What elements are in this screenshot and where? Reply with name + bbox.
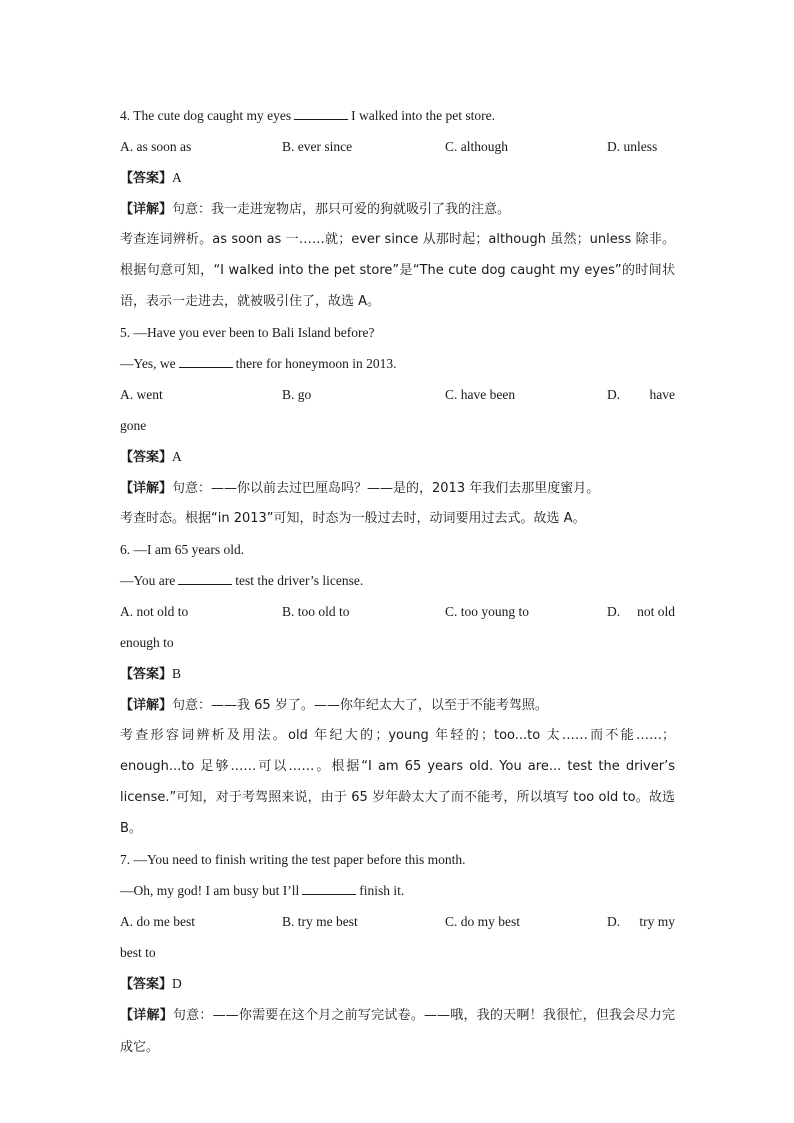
question-7-detail	[120, 999, 675, 1063]
answer-tag: 【答案】	[120, 450, 173, 465]
detail-tag: 【详解】	[120, 202, 173, 217]
question-4-options	[120, 131, 675, 162]
option-a: A. do me best	[120, 914, 195, 929]
option-d-letter: D.	[607, 604, 621, 619]
question-7-answer	[120, 968, 675, 999]
option-c: C. do my best	[445, 914, 521, 929]
question-6-line-2-start: —You are	[120, 573, 176, 588]
detail-tag: 【详解】	[120, 698, 173, 713]
answer-tag: 【答案】	[120, 171, 173, 186]
option-d	[607, 906, 675, 937]
option-b: B. go	[282, 387, 312, 402]
option-d	[607, 596, 675, 627]
option-d-letter: D.	[607, 387, 621, 402]
question-6-line-1: 6. —I am 65 years old.	[120, 542, 245, 557]
option-a: A. not old to	[120, 604, 189, 619]
question-6-explanation: 考查形容词辨析及用法。old 年纪大的；young 年轻的；too...to 太……而不能……；enough...to 足够……可以……。根据“I am 65 years old. You are... test the driver’s license.”可知，对于考驾照来说，由于 65 岁年龄太大了而不能考，所以填写 too old to。故选 B。	[120, 728, 675, 836]
answer-blank	[294, 107, 348, 120]
question-5-line-1: 5. —Have you ever been to Bali Island before?	[120, 325, 375, 340]
option-d-text: try my	[639, 914, 675, 929]
question-5-line-2-end: there for honeymoon in 2013.	[235, 356, 397, 371]
detail-translation: 句意：我一走进宠物店，那只可爱的狗就吸引了我的注意。	[172, 202, 511, 217]
question-4-explanation: 考查连词辨析。as soon as 一……就；ever since 从那时起；although 虽然；unless 除非。根据句意可知，“I walked into the pet store”是“The cute dog caught my eyes”的时间状语，表示一走进去，就被吸引住了，故选 A。	[120, 232, 675, 309]
option-d-text: not old	[637, 604, 675, 619]
question-7-line-1: 7. —You need to finish writing the test paper before this month.	[120, 852, 466, 867]
question-4-answer	[120, 162, 675, 193]
question-5-answer	[120, 441, 675, 472]
detail-tag: 【详解】	[120, 481, 173, 496]
question-4-stem-start: 4. The cute dog caught my eyes	[120, 108, 292, 123]
question-4-stem	[120, 100, 675, 131]
question-7-line-2-end: finish it.	[359, 883, 405, 898]
option-d-text: have	[649, 387, 675, 402]
question-6-line-2	[120, 565, 675, 596]
question-5-explanation: 考查时态。根据“in 2013”可知，时态为一般过去时，动词要用过去式。故选 A。	[120, 511, 586, 526]
answer-blank	[179, 355, 233, 368]
question-6-answer	[120, 658, 675, 689]
option-c: C. too young to	[445, 604, 530, 619]
detail-translation: 句意：——我 65 岁了。——你年纪太大了，以至于不能考驾照。	[172, 698, 548, 713]
option-d-continuation: enough to	[120, 635, 174, 650]
question-5-detail	[120, 472, 675, 503]
answer-value: B	[172, 666, 182, 681]
answer-value: D	[172, 976, 182, 991]
option-a: A. as soon as	[120, 139, 192, 154]
option-d-continuation: gone	[120, 418, 147, 433]
detail-translation: 句意：——你需要在这个月之前写完试卷。——哦，我的天啊！我很忙，但我会尽力完成它。	[120, 1008, 675, 1055]
detail-tag: 【详解】	[120, 1008, 173, 1023]
question-7-line-2	[120, 875, 675, 906]
question-5-options	[120, 379, 675, 410]
option-a: A. went	[120, 387, 163, 402]
option-b: B. try me best	[282, 914, 358, 929]
option-c: C. although	[445, 139, 508, 154]
answer-value: A	[172, 170, 182, 185]
option-b: B. too old to	[282, 604, 350, 619]
answer-tag: 【答案】	[120, 667, 173, 682]
question-4-detail	[120, 193, 675, 224]
question-5-line-2-start: —Yes, we	[120, 356, 176, 371]
option-d: D. unless	[607, 139, 658, 154]
question-6-line-2-end: test the driver’s license.	[235, 573, 364, 588]
question-6-detail	[120, 689, 675, 720]
detail-translation: 句意：——你以前去过巴厘岛吗？——是的，2013 年我们去那里度蜜月。	[172, 481, 600, 496]
answer-blank	[178, 572, 232, 585]
answer-tag: 【答案】	[120, 977, 173, 992]
question-4-stem-end: I walked into the pet store.	[351, 108, 496, 123]
answer-value: A	[172, 449, 182, 464]
question-5-line-2	[120, 348, 675, 379]
answer-blank	[302, 882, 356, 895]
option-d	[607, 379, 675, 410]
option-d-continuation: best to	[120, 945, 156, 960]
option-c: C. have been	[445, 387, 516, 402]
option-d-letter: D.	[607, 914, 621, 929]
document-content	[120, 100, 675, 1063]
option-b: B. ever since	[282, 139, 353, 154]
question-6-options	[120, 596, 675, 627]
question-7-line-2-start: —Oh, my god! I am busy but I’ll	[120, 883, 300, 898]
question-7-options	[120, 906, 675, 937]
